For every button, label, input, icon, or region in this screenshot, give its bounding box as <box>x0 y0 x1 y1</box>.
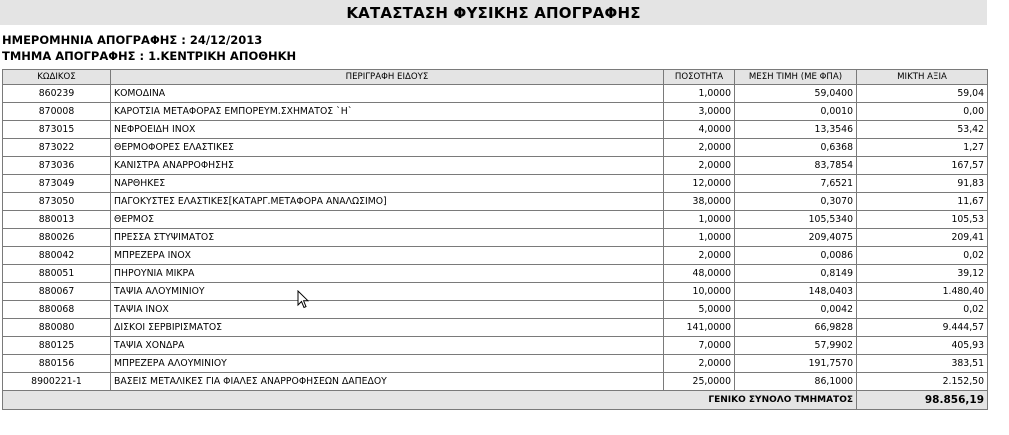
table-header-row <box>3 70 988 85</box>
cell-code: 880125 <box>3 337 111 355</box>
table-row <box>3 121 988 139</box>
cell-code: 880080 <box>3 319 111 337</box>
header-quantity: ΠΟΣΟΤΗΤΑ <box>664 70 735 85</box>
cell-quantity: 2,0000 <box>664 355 735 373</box>
cell-code: 880068 <box>3 301 111 319</box>
cell-description: ΠΑΓΟΚΥΣΤΕΣ ΕΛΑΣΤΙΚΕΣ[ΚΑΤΑΡΓ.ΜΕΤΑΦΟΡΑ ΑΝΑΛΩΣΙΜΟ] <box>111 193 664 211</box>
cell-value: 9.444,57 <box>857 319 988 337</box>
cell-quantity: 2,0000 <box>664 139 735 157</box>
cell-value: 39,12 <box>857 265 988 283</box>
cell-description: ΠΗΡΟΥΝΙΑ ΜΙΚΡΑ <box>111 265 664 283</box>
cell-value: 2.152,50 <box>857 373 988 391</box>
cell-avg-price: 0,6368 <box>735 139 857 157</box>
cell-description: ΘΕΡΜΟΣ <box>111 211 664 229</box>
cell-code: 8900221-1 <box>3 373 111 391</box>
inventory-date: ΗΜΕΡΟΜΗΝΙΑ ΑΠΟΓΡΑΦΗΣ : 24/12/2013 <box>2 33 263 47</box>
table-row <box>3 175 988 193</box>
cell-code: 873022 <box>3 139 111 157</box>
cell-code: 880013 <box>3 211 111 229</box>
cell-avg-price: 191,7570 <box>735 355 857 373</box>
cell-code: 880156 <box>3 355 111 373</box>
table-row <box>3 157 988 175</box>
cell-code: 873015 <box>3 121 111 139</box>
cell-value: 383,51 <box>857 355 988 373</box>
cell-description: ΔΙΣΚΟΙ ΣΕΡΒΙΡΙΣΜΑΤΟΣ <box>111 319 664 337</box>
cell-code: 880067 <box>3 283 111 301</box>
cell-quantity: 7,0000 <box>664 337 735 355</box>
cell-value: 0,02 <box>857 301 988 319</box>
cell-description: ΚΑΡΟΤΣΙΑ ΜΕΤΑΦΟΡΑΣ ΕΜΠΟΡΕΥΜ.ΣΧΗΜΑΤΟΣ `Η` <box>111 103 664 121</box>
report-title: ΚΑΤΑΣΤΑΣΗ ΦΥΣΙΚΗΣ ΑΠΟΓΡΑΦΗΣ <box>0 0 987 25</box>
cell-avg-price: 59,0400 <box>735 85 857 103</box>
cell-value: 105,53 <box>857 211 988 229</box>
cell-avg-price: 0,0086 <box>735 247 857 265</box>
cell-description: ΝΑΡΘΗΚΕΣ <box>111 175 664 193</box>
table-row <box>3 193 988 211</box>
cell-avg-price: 209,4075 <box>735 229 857 247</box>
cell-description: ΚΟΜΟΔΙΝΑ <box>111 85 664 103</box>
total-label: ΓΕΝΙΚΟ ΣΥΝΟΛΟ ΤΜΗΜΑΤΟΣ <box>3 391 857 410</box>
table-row <box>3 139 988 157</box>
cell-quantity: 38,0000 <box>664 193 735 211</box>
cell-avg-price: 0,0042 <box>735 301 857 319</box>
cell-value: 53,42 <box>857 121 988 139</box>
table-row <box>3 211 988 229</box>
cell-avg-price: 86,1000 <box>735 373 857 391</box>
cell-value: 1,27 <box>857 139 988 157</box>
cell-code: 880051 <box>3 265 111 283</box>
cell-quantity: 12,0000 <box>664 175 735 193</box>
cell-value: 59,04 <box>857 85 988 103</box>
cell-description: ΤΑΨΙΑ ΧΟΝΔΡΑ <box>111 337 664 355</box>
cell-code: 873036 <box>3 157 111 175</box>
cell-avg-price: 105,5340 <box>735 211 857 229</box>
table-row <box>3 265 988 283</box>
cell-description: ΜΠΡΕΖΕΡΑ ΑΛΟΥΜΙΝΙΟΥ <box>111 355 664 373</box>
cell-quantity: 2,0000 <box>664 157 735 175</box>
table-row <box>3 283 988 301</box>
table-row <box>3 229 988 247</box>
mouse-pointer-icon <box>297 290 309 309</box>
cell-quantity: 2,0000 <box>664 247 735 265</box>
cell-quantity: 1,0000 <box>664 229 735 247</box>
cell-value: 91,83 <box>857 175 988 193</box>
table-row <box>3 373 988 391</box>
inventory-table <box>2 69 988 410</box>
cell-value: 405,93 <box>857 337 988 355</box>
cell-value: 167,57 <box>857 157 988 175</box>
cell-description: ΤΑΨΙΑ ΑΛΟΥΜΙΝΙΟΥ <box>111 283 664 301</box>
cell-code: 880042 <box>3 247 111 265</box>
cell-quantity: 1,0000 <box>664 85 735 103</box>
cell-value: 0,00 <box>857 103 988 121</box>
cell-quantity: 5,0000 <box>664 301 735 319</box>
total-row <box>3 391 988 410</box>
cell-description: ΘΕΡΜΟΦΟΡΕΣ ΕΛΑΣΤΙΚΕΣ <box>111 139 664 157</box>
cell-description: ΚΑΝΙΣΤΡΑ ΑΝΑΡΡΟΦΗΣΗΣ <box>111 157 664 175</box>
table-row <box>3 301 988 319</box>
table-row <box>3 103 988 121</box>
cell-avg-price: 66,9828 <box>735 319 857 337</box>
header-value: ΜΙΚΤΗ ΑΞΙΑ <box>857 70 988 85</box>
cell-avg-price: 57,9902 <box>735 337 857 355</box>
cell-value: 209,41 <box>857 229 988 247</box>
cell-avg-price: 7,6521 <box>735 175 857 193</box>
cell-code: 870008 <box>3 103 111 121</box>
inventory-department: ΤΜΗΜΑ ΑΠΟΓΡΑΦΗΣ : 1.ΚΕΝΤΡΙΚΗ ΑΠΟΘΗΚΗ <box>2 49 297 63</box>
cell-code: 873049 <box>3 175 111 193</box>
cell-description: ΒΑΣΕΙΣ ΜΕΤΑΛΙΚΕΣ ΓΙΑ ΦΙΑΛΕΣ ΑΝΑΡΡΟΦΗΣΕΩΝ ΔΑΠΕΔΟΥ <box>111 373 664 391</box>
cell-value: 1.480,40 <box>857 283 988 301</box>
cell-avg-price: 0,0010 <box>735 103 857 121</box>
table-row <box>3 337 988 355</box>
cell-quantity: 25,0000 <box>664 373 735 391</box>
cell-code: 860239 <box>3 85 111 103</box>
cell-quantity: 1,0000 <box>664 211 735 229</box>
table-row <box>3 247 988 265</box>
cell-avg-price: 83,7854 <box>735 157 857 175</box>
header-description: ΠΕΡΙΓΡΑΦΗ ΕΙΔΟΥΣ <box>111 70 664 85</box>
cell-avg-price: 0,3070 <box>735 193 857 211</box>
cell-description: ΜΠΡΕΖΕΡΑ ΙΝΟΧ <box>111 247 664 265</box>
cell-quantity: 3,0000 <box>664 103 735 121</box>
cell-description: ΠΡΕΣΣΑ ΣΤΥΨΙΜΑΤΟΣ <box>111 229 664 247</box>
total-value: 98.856,19 <box>857 391 988 410</box>
header-avg-price: ΜΕΣΗ ΤΙΜΗ (ΜΕ ΦΠΑ) <box>735 70 857 85</box>
cell-value: 0,02 <box>857 247 988 265</box>
cell-quantity: 48,0000 <box>664 265 735 283</box>
cell-value: 11,67 <box>857 193 988 211</box>
cell-code: 873050 <box>3 193 111 211</box>
cell-code: 880026 <box>3 229 111 247</box>
header-code: ΚΩΔΙΚΟΣ <box>3 70 111 85</box>
table-row <box>3 319 988 337</box>
cell-avg-price: 0,8149 <box>735 265 857 283</box>
cell-quantity: 141,0000 <box>664 319 735 337</box>
cell-description: ΤΑΨΙΑ ΙΝΟΧ <box>111 301 664 319</box>
cell-quantity: 4,0000 <box>664 121 735 139</box>
table-row <box>3 85 988 103</box>
cell-description: ΝΕΦΡΟΕΙΔΗ ΙΝΟΧ <box>111 121 664 139</box>
table-row <box>3 355 988 373</box>
cell-avg-price: 13,3546 <box>735 121 857 139</box>
cell-quantity: 10,0000 <box>664 283 735 301</box>
cell-avg-price: 148,0403 <box>735 283 857 301</box>
